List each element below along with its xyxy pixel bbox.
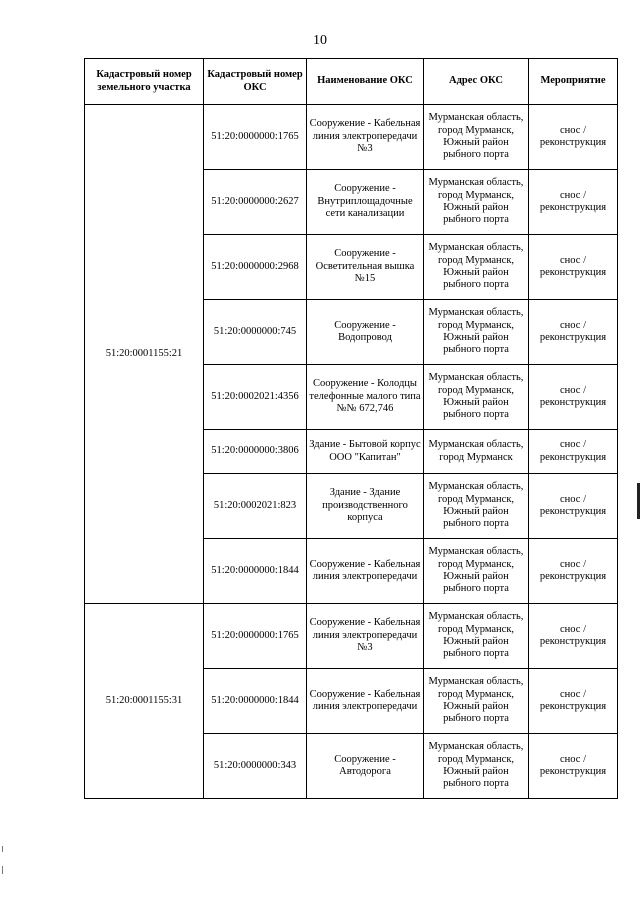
oks-name-cell: Сооружение - Кабельная линия электропередачи №3 bbox=[307, 604, 424, 669]
oks-name-cell: Сооружение - Кабельная линия электропередачи №3 bbox=[307, 105, 424, 170]
oks-number-cell: 51:20:0000000:1844 bbox=[204, 669, 307, 734]
oks-name-cell: Здание - Бытовой корпус ООО "Капитан" bbox=[307, 430, 424, 474]
oks-number-cell: 51:20:0000000:2627 bbox=[204, 170, 307, 235]
oks-number-cell: 51:20:0002021:4356 bbox=[204, 365, 307, 430]
oks-name-cell: Сооружение - Колодцы телефонные малого типа №№ 672,746 bbox=[307, 365, 424, 430]
action-cell: снос / реконструкция bbox=[529, 105, 618, 170]
oks-address-cell: Мурманская область, город Мурманск, Южный район рыбного порта bbox=[424, 539, 529, 604]
header-oks-name: Наименование ОКС bbox=[307, 59, 424, 105]
header-oks-number: Кадастровый номер ОКС bbox=[204, 59, 307, 105]
oks-address-cell: Мурманская область, город Мурманск, Южный район рыбного порта bbox=[424, 170, 529, 235]
oks-name-cell: Сооружение - Водопровод bbox=[307, 300, 424, 365]
table-row bbox=[85, 604, 618, 669]
action-cell: снос / реконструкция bbox=[529, 474, 618, 539]
oks-number-cell: 51:20:0000000:3806 bbox=[204, 430, 307, 474]
action-cell: снос / реконструкция bbox=[529, 669, 618, 734]
oks-name-cell: Сооружение - Кабельная линия электропередачи bbox=[307, 669, 424, 734]
action-cell: снос / реконструкция bbox=[529, 430, 618, 474]
page-number: 10 bbox=[313, 33, 327, 48]
oks-number-cell: 51:20:0000000:2968 bbox=[204, 235, 307, 300]
oks-address-cell: Мурманская область, город Мурманск bbox=[424, 430, 529, 474]
oks-address-cell: Мурманская область, город Мурманск, Южный район рыбного порта bbox=[424, 734, 529, 799]
action-cell: снос / реконструкция bbox=[529, 604, 618, 669]
table-header-row bbox=[85, 59, 618, 105]
oks-address-cell: Мурманская область, город Мурманск, Южный район рыбного порта bbox=[424, 105, 529, 170]
oks-address-cell: Мурманская область, город Мурманск, Южный район рыбного порта bbox=[424, 365, 529, 430]
scan-edge-tick bbox=[2, 846, 3, 852]
oks-address-cell: Мурманская область, город Мурманск, Южный район рыбного порта bbox=[424, 604, 529, 669]
header-oks-address: Адрес ОКС bbox=[424, 59, 529, 105]
oks-number-cell: 51:20:0000000:1765 bbox=[204, 604, 307, 669]
action-cell: снос / реконструкция bbox=[529, 365, 618, 430]
header-plot-number: Кадастровый номер земельного участка bbox=[85, 59, 204, 105]
scan-edge-tick bbox=[2, 866, 3, 874]
oks-name-cell: Сооружение - Осветительная вышка №15 bbox=[307, 235, 424, 300]
action-cell: снос / реконструкция bbox=[529, 300, 618, 365]
oks-number-cell: 51:20:0002021:823 bbox=[204, 474, 307, 539]
oks-number-cell: 51:20:0000000:1765 bbox=[204, 105, 307, 170]
oks-name-cell: Сооружение - Кабельная линия электропередачи bbox=[307, 539, 424, 604]
oks-address-cell: Мурманская область, город Мурманск, Южный район рыбного порта bbox=[424, 474, 529, 539]
plot-number-cell: 51:20:0001155:21 bbox=[85, 105, 204, 604]
header-action: Мероприятие bbox=[529, 59, 618, 105]
action-cell: снос / реконструкция bbox=[529, 170, 618, 235]
oks-number-cell: 51:20:0000000:343 bbox=[204, 734, 307, 799]
action-cell: снос / реконструкция bbox=[529, 539, 618, 604]
oks-name-cell: Сооружение - Автодорога bbox=[307, 734, 424, 799]
plot-number-cell: 51:20:0001155:31 bbox=[85, 604, 204, 799]
objects-table bbox=[84, 58, 618, 799]
oks-address-cell: Мурманская область, город Мурманск, Южный район рыбного порта bbox=[424, 235, 529, 300]
oks-address-cell: Мурманская область, город Мурманск, Южный район рыбного порта bbox=[424, 300, 529, 365]
action-cell: снос / реконструкция bbox=[529, 235, 618, 300]
oks-name-cell: Сооружение - Внутриплощадочные сети канализации bbox=[307, 170, 424, 235]
oks-address-cell: Мурманская область, город Мурманск, Южный район рыбного порта bbox=[424, 669, 529, 734]
action-cell: снос / реконструкция bbox=[529, 734, 618, 799]
oks-name-cell: Здание - Здание производственного корпуса bbox=[307, 474, 424, 539]
oks-number-cell: 51:20:0000000:1844 bbox=[204, 539, 307, 604]
oks-number-cell: 51:20:0000000:745 bbox=[204, 300, 307, 365]
table-row bbox=[85, 105, 618, 170]
